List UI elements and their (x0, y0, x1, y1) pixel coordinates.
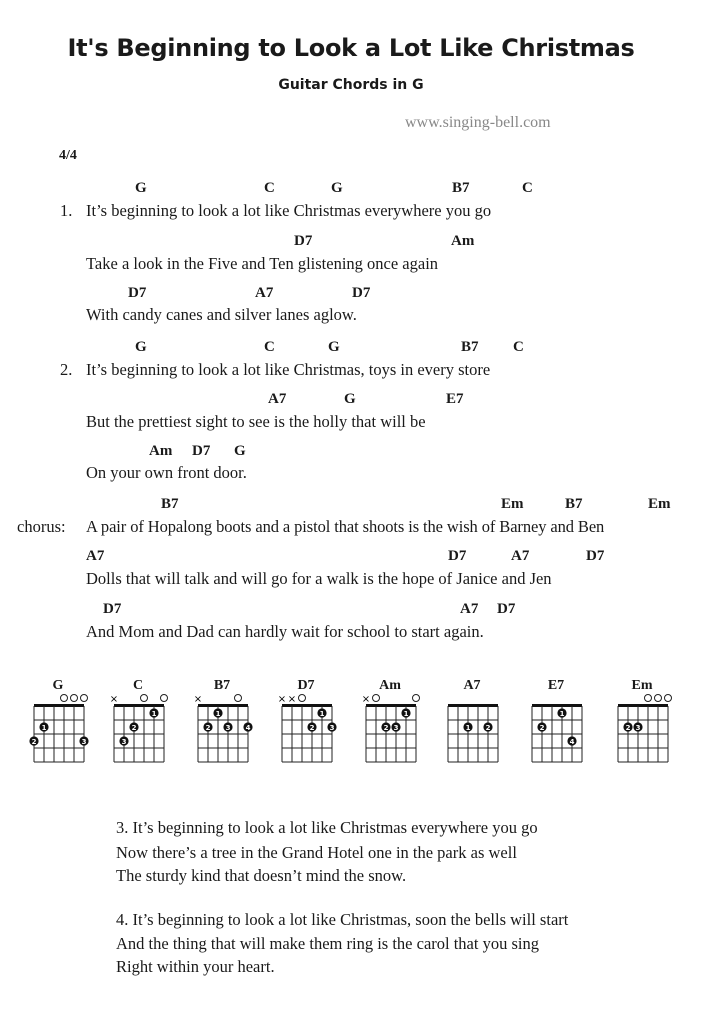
chord-row (0, 391, 702, 409)
chord: C (522, 180, 533, 196)
chord-diagram-name: B7 (213, 678, 231, 693)
svg-text:1: 1 (41, 724, 47, 732)
svg-text:4: 4 (569, 738, 575, 746)
chord: Am (149, 443, 173, 459)
chord-grid (108, 688, 178, 778)
chord-row (0, 443, 702, 461)
chord: A7 (268, 391, 287, 407)
svg-text:1: 1 (559, 710, 565, 718)
lyric-line: Dolls that will talk and will go for a walk is the hope of Janice and Jen (86, 569, 552, 588)
svg-text:×: × (277, 694, 287, 705)
chord-diagram-c (108, 678, 188, 778)
chord-grid (442, 688, 512, 778)
chord-diagram-name: A7 (463, 678, 481, 693)
chord-row (0, 496, 702, 514)
chord: B7 (461, 339, 479, 355)
svg-text:2: 2 (31, 738, 37, 746)
svg-text:3: 3 (635, 724, 641, 732)
chord-row (0, 233, 702, 251)
chord-row (0, 601, 702, 619)
chord: C (264, 339, 275, 355)
chord-diagram-g (28, 678, 108, 778)
chord: G (234, 443, 246, 459)
chord: G (328, 339, 340, 355)
chord: C (264, 180, 275, 196)
svg-text:×: × (287, 694, 297, 705)
chord: Em (648, 496, 671, 512)
lyric-line: Take a look in the Five and Ten glistening once again (86, 254, 439, 273)
chord: A7 (460, 601, 479, 617)
chord: G (344, 391, 356, 407)
lyric-line: Right within your heart. (116, 957, 275, 976)
chord: D7 (294, 233, 313, 249)
svg-text:2: 2 (539, 724, 545, 732)
chord-diagram-d7 (276, 678, 356, 778)
lyric-line: But the prettiest sight to see is the holly that will be (86, 412, 426, 431)
chord-grid (28, 688, 98, 778)
lyric-line: Now there’s a tree in the Grand Hotel one in the park as well (116, 843, 517, 862)
chord-diagram-name: Em (631, 678, 653, 693)
chord-grid (526, 688, 596, 778)
chord-row (0, 285, 702, 303)
lyric-line: And Mom and Dad can hardly wait for school to start again. (86, 622, 484, 641)
chord-grid (192, 688, 262, 778)
lyric-line: With candy canes and silver lanes aglow. (86, 305, 357, 324)
chord: B7 (452, 180, 470, 196)
svg-text:2: 2 (205, 724, 211, 732)
svg-text:2: 2 (383, 724, 389, 732)
song-title: It's Beginning to Look a Lot Like Christmas (67, 34, 635, 62)
chord-grid (612, 688, 682, 778)
lyric-line: 3. It’s beginning to look a lot like Christmas everywhere you go (116, 818, 538, 837)
chord-diagram-b7 (192, 678, 272, 778)
time-signature: 4/4 (59, 148, 77, 163)
chord: D7 (128, 285, 147, 301)
chord-grid (276, 688, 346, 778)
chord: G (135, 339, 147, 355)
lyric-line: A pair of Hopalong boots and a pistol that shoots is the wish of Barney and Ben (86, 517, 605, 536)
chord-diagram-name: C (132, 678, 144, 693)
svg-text:4: 4 (245, 724, 251, 732)
lyric-line: 4. It’s beginning to look a lot like Christmas, soon the bells will start (116, 910, 569, 929)
svg-text:1: 1 (215, 710, 221, 718)
svg-text:2: 2 (485, 724, 491, 732)
chord: C (513, 339, 524, 355)
lyric-line: And the thing that will make them ring is the carol that you sing (116, 934, 539, 953)
chord: A7 (86, 548, 105, 564)
svg-text:1: 1 (319, 710, 325, 718)
chord: D7 (192, 443, 211, 459)
lyric-line: On your own front door. (86, 463, 247, 482)
svg-text:2: 2 (309, 724, 315, 732)
chorus-label: chorus: (17, 517, 66, 536)
svg-text:1: 1 (465, 724, 471, 732)
svg-text:1: 1 (151, 710, 157, 718)
chord: B7 (565, 496, 583, 512)
chord: Em (501, 496, 524, 512)
chord: A7 (511, 548, 530, 564)
svg-text:3: 3 (329, 724, 335, 732)
website-label: www.singing-bell.com (405, 114, 551, 131)
chord: D7 (448, 548, 467, 564)
svg-text:3: 3 (81, 738, 87, 746)
svg-text:3: 3 (121, 738, 127, 746)
svg-text:2: 2 (131, 724, 137, 732)
svg-text:1: 1 (403, 710, 409, 718)
chord: D7 (103, 601, 122, 617)
chord-row (0, 180, 702, 198)
svg-text:3: 3 (393, 724, 399, 732)
chord-diagram-name: Am (379, 678, 401, 693)
svg-text:×: × (361, 694, 371, 705)
chord: D7 (586, 548, 605, 564)
svg-text:×: × (109, 694, 119, 705)
svg-text:×: × (193, 694, 203, 705)
chord-diagram-name: E7 (547, 678, 565, 693)
chord-diagram-em (612, 678, 692, 778)
chord: D7 (497, 601, 516, 617)
chord-row (0, 548, 702, 566)
chord-diagram-a7 (442, 678, 522, 778)
chord: E7 (446, 391, 464, 407)
song-subtitle: Guitar Chords in G (278, 77, 424, 93)
chord: A7 (255, 285, 274, 301)
chord-diagram-am (360, 678, 440, 778)
chord-diagram-e7 (526, 678, 606, 778)
lyric-line: It’s beginning to look a lot like Christmas everywhere you go (86, 201, 492, 220)
chord-grid (360, 688, 430, 778)
lyric-line: It’s beginning to look a lot like Christmas, toys in every store (86, 360, 491, 379)
chord: B7 (161, 496, 179, 512)
chord-diagram-name: G (52, 678, 64, 693)
chord: G (331, 180, 343, 196)
chord-row (0, 339, 702, 357)
lyric-line: The sturdy kind that doesn’t mind the snow. (116, 866, 407, 885)
chord-diagram-name: D7 (297, 678, 315, 693)
chord: Am (451, 233, 475, 249)
chord: D7 (352, 285, 371, 301)
verse-number: 1. (60, 201, 73, 220)
verse-number: 2. (60, 360, 73, 379)
chord: G (135, 180, 147, 196)
svg-text:2: 2 (625, 724, 631, 732)
svg-text:3: 3 (225, 724, 231, 732)
